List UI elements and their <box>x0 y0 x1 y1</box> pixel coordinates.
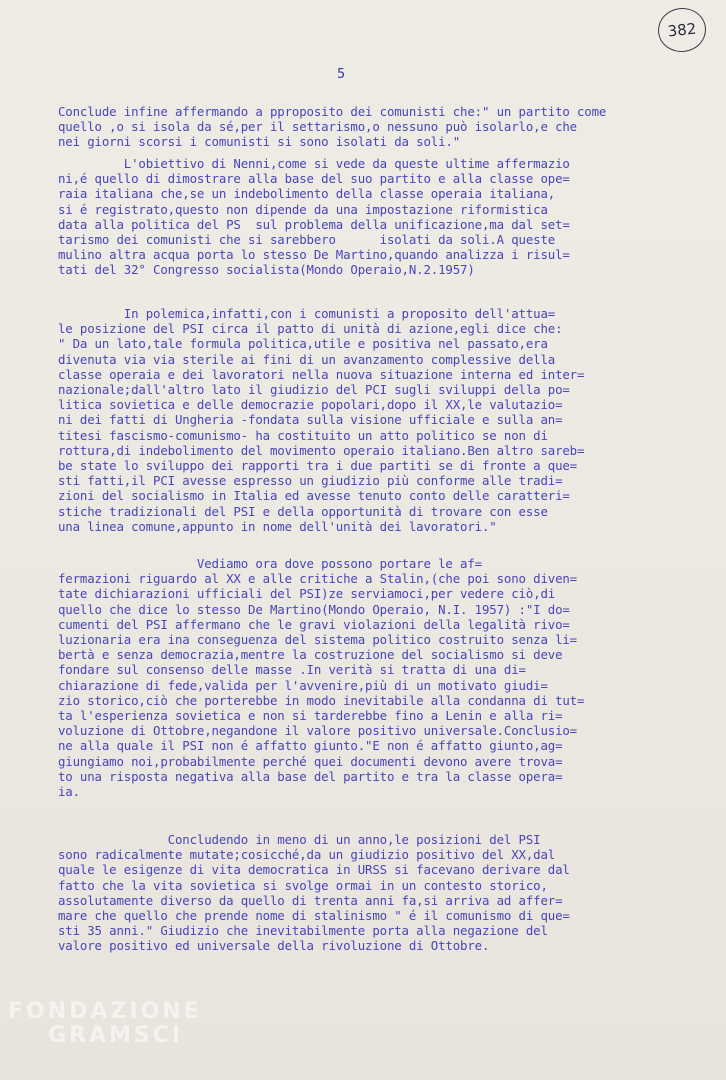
text-line: ne alla quale il PSI non é affatto giunto."E non é affatto giunto,ag= <box>58 738 563 754</box>
text-line: data alla politica del PS sul problema della unificazione,ma dal set= <box>58 216 570 232</box>
text-line: ni,é quello di dimostrare alla base del suo partito e alla classe ope= <box>58 171 570 187</box>
paragraph <box>58 832 698 954</box>
text-line: quello ,o si isola da sé,per il settarismo,o nessuno può isolarlo,e che <box>58 119 577 135</box>
text-line: fatto che la vita sovietica si svolge ormai in un contesto storico, <box>58 877 548 893</box>
text-line: tate dichiarazioni ufficiali del PSI)ze serviamoci,per vedere ciò,di <box>58 586 556 602</box>
text-line: valore positivo ed universale della rivoluzione di Ottobre. <box>58 938 490 954</box>
text-line: si é registrato,questo non dipende da una impostazione riformistica <box>58 201 548 217</box>
text-line: ia. <box>58 784 80 800</box>
text-line: classe operaia e dei lavoratori nella nuova situazione interna ed inter= <box>58 366 585 382</box>
text-line: In polemica,infatti,con i comunisti a proposito dell'attua= <box>58 306 556 321</box>
text-line: una linea comune,appunto in nome dell'unità dei lavoratori." <box>58 518 497 534</box>
page-number: 5 <box>337 66 346 82</box>
text-line: sono radicalmente mutate;cosicché,da un giudizio positivo del XX,dal <box>58 847 556 863</box>
text-line: sti fatti,il PCI avesse espresso un giudizio più conforme alle tradi= <box>58 473 563 489</box>
text-line: mulino altra acqua porta lo stesso De Martino,quando analizza i risul= <box>58 247 570 263</box>
text-line: stiche tradizionali del PSI e della opportunità di trovare con esse <box>58 503 548 519</box>
watermark-line: GRAMSCI <box>48 1023 184 1048</box>
text-line: titesi fascismo-comunismo- ha costituito un atto politico se non di <box>58 427 548 443</box>
text-line: cumenti del PSI affermano che le gravi violazioni della legalità rivo= <box>58 616 570 632</box>
text-line: fondare sul consenso delle masse .In verità si tratta di una di= <box>58 662 526 678</box>
text-line: zioni del socialismo in Italia ed avesse tenuto conto delle caratteri= <box>58 488 570 504</box>
text-line: to una risposta negativa alla base del partito e tra la classe opera= <box>58 768 563 784</box>
text-line: ta l'esperienza sovietica e non si tarderebbe fino a Lenin e alla ri= <box>58 708 563 724</box>
text-line: giungiamo noi,probabilmente perché quei documenti devono avere trova= <box>58 753 563 769</box>
text-line: le posizione del PSI circa il patto di unità di azione,egli dice che: <box>58 321 563 337</box>
text-line: luzionaria era ina conseguenza del sistema politico costruito senza li= <box>58 632 577 648</box>
text-line: bertà e senza democrazia,mentre la costruzione del socialismo si deve <box>58 647 563 663</box>
text-line: mare che quello che prende nome di stalinismo " é il comunismo di que= <box>58 908 570 924</box>
watermark <box>8 1000 202 1048</box>
text-line: litica sovietica e delle democrazie popolari,dopo il XX,le valutazio= <box>58 397 563 413</box>
text-line: raia italiana che,se un indebolimento della classe operaia italiana, <box>58 186 556 202</box>
text-line: rottura,di indebolimento del movimento operaio italiano.Ben altro sareb= <box>58 442 585 458</box>
text-line: divenuta via via sterile ai fini di un avanzamento complessive della <box>58 351 556 367</box>
text-line: sti 35 anni." Giudizio che inevitabilmente porta alla negazione del <box>58 923 548 939</box>
text-line: nazionale;dall'altro lato il giudizio del PCI sugli sviluppi della po= <box>58 382 570 398</box>
paragraph <box>58 156 698 278</box>
watermark-line: FONDAZIONE <box>8 999 202 1024</box>
text-line: Conclude infine affermando a pproposito dei comunisti che:" un partito come <box>58 104 607 119</box>
text-line: voluzione di Ottobre,negandone il valore positivo universale.Conclusio= <box>58 723 577 739</box>
text-line: be state lo sviluppo dei rapporti tra i due partiti se di fronte a que= <box>58 458 577 474</box>
text-line: zio storico,ciò che porterebbe in modo inevitabile alla condanna di tut= <box>58 692 585 708</box>
text-line: " Da un lato,tale formula politica,utile e positiva nel passato,era <box>58 336 548 352</box>
text-line: quello che dice lo stesso De Martino(Mondo Operaio, N.I. 1957) :"I do= <box>58 601 570 617</box>
paragraph <box>58 556 698 799</box>
text-line: tati del 32° Congresso socialista(Mondo Operaio,N.2.1957) <box>58 262 475 278</box>
text-line: quale le esigenze di vita democratica in URSS si facevano derivare dal <box>58 862 570 878</box>
text-line: tarismo dei comunisti che si sarebbero isolati da soli.A queste <box>58 232 556 248</box>
text-line: nei giorni scorsi i comunisti si sono isolati da soli." <box>58 134 461 150</box>
paragraph <box>58 104 698 150</box>
text-line: Concludendo in meno di un anno,le posizioni del PSI <box>58 832 541 847</box>
text-line: Vediamo ora dove possono portare le af= <box>58 556 482 571</box>
paragraph <box>58 306 698 534</box>
text-line: assolutamente diverso da quello di trenta anni fa,si arriva ad affer= <box>58 892 563 908</box>
text-line: L'obiettivo di Nenni,come si vede da queste ultime affermazio <box>58 156 570 171</box>
text-line: ni dei fatti di Ungheria -fondata sulla visione ufficiale e sulla an= <box>58 412 563 428</box>
text-line: fermazioni riguardo al XX e alle critiche a Stalin,(che poi sono diven= <box>58 571 577 587</box>
archive-number-stamp: 382 <box>656 6 708 55</box>
text-line: chiarazione di fede,valida per l'avvenire,più di un motivato giudi= <box>58 677 548 693</box>
